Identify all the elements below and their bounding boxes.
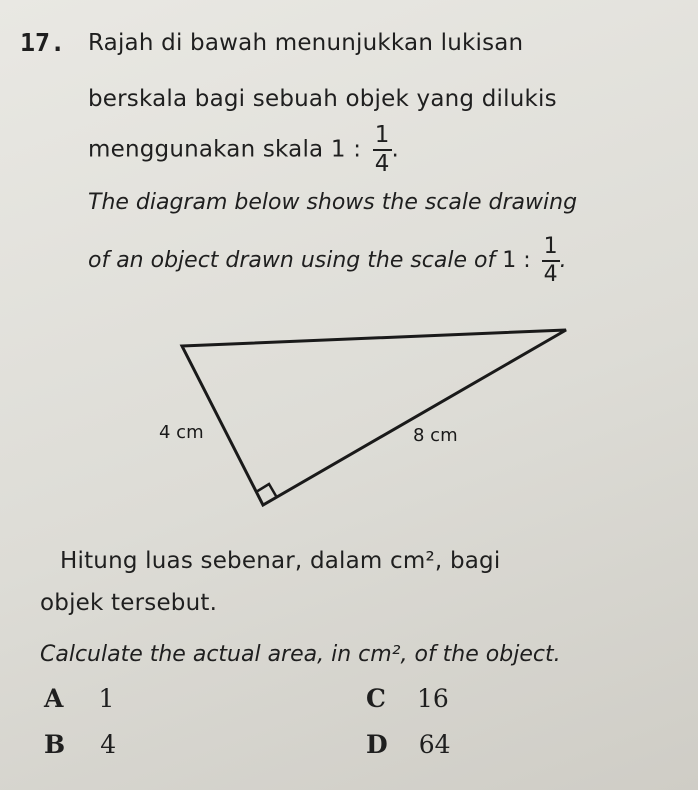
option-c[interactable]: [366, 684, 449, 713]
scale-denominator-english: 4: [543, 262, 558, 287]
option-a[interactable]: [44, 684, 114, 713]
period-english: .: [559, 248, 567, 273]
option-b[interactable]: [44, 730, 116, 759]
malay-scale-prefix: menggunakan skala: [88, 136, 324, 163]
english-scale-prefix: of an object drawn using the scale of: [88, 248, 496, 273]
prompt-malay-line-2: objek tersebut.: [40, 590, 218, 616]
option-c-value: 16: [417, 684, 449, 713]
scale-numerator: 1: [373, 124, 392, 151]
scale-denominator: 4: [374, 151, 390, 177]
short-side-label: 4 cm: [159, 422, 204, 443]
malay-text-line-1: Rajah di bawah menunjukkan lukisan: [88, 30, 524, 56]
scale-ratio-english: 1 :: [502, 248, 531, 273]
malay-text-line-2: berskala bagi sebuah objek yang dilukis: [88, 86, 557, 112]
scale-ratio: 1 :: [330, 136, 362, 163]
option-a-value: 1: [98, 684, 115, 713]
prompt-english: Calculate the actual area, in cm², of the object.: [40, 642, 561, 667]
prompt-malay-line-1: Hitung luas sebenar, dalam cm², bagi: [60, 548, 501, 574]
option-b-value: 4: [100, 730, 117, 759]
option-c-letter: C: [366, 684, 386, 713]
option-d-value: 64: [418, 730, 451, 759]
option-d[interactable]: [366, 730, 451, 759]
scale-numerator-english: 1: [542, 236, 560, 262]
question-number: 17.: [20, 28, 66, 57]
option-b-letter: B: [44, 730, 66, 759]
right-triangle: [182, 330, 566, 505]
option-d-letter: D: [366, 730, 388, 759]
period: .: [391, 136, 400, 163]
english-text-line-1: The diagram below shows the scale drawing: [88, 190, 578, 215]
option-a-letter: A: [44, 684, 64, 713]
long-side-label: 8 cm: [413, 425, 458, 446]
